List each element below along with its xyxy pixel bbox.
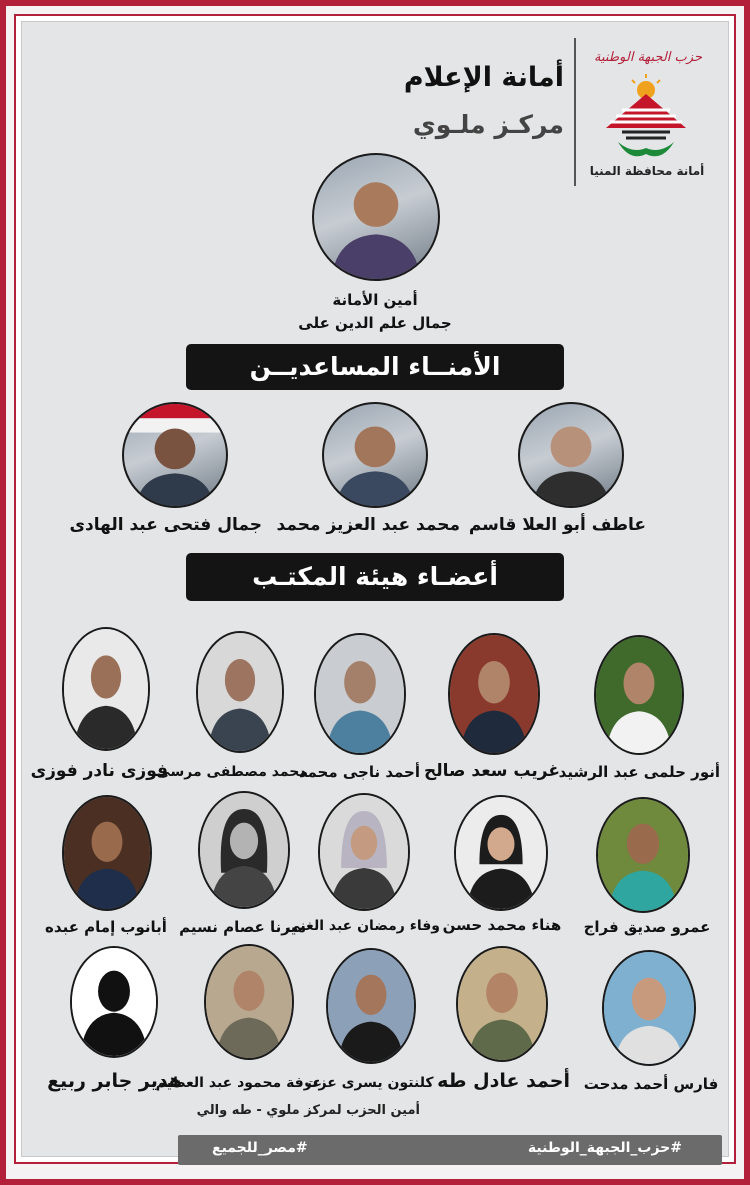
member-name: عرفة محمود عبد العظيم [155,1075,322,1091]
person-silhouette-icon [64,629,148,749]
member-photo [314,633,406,755]
person-silhouette-icon [200,793,288,907]
assistants-banner: الأمنــاء المساعديــن [186,344,564,390]
secretary-photo [312,153,440,281]
person-silhouette-icon [604,952,694,1064]
member-name: ميرنا عصام نسيم [179,918,306,936]
assistant-name: جمال فتحى عبد الهادى [69,515,262,535]
member-name: وفاء رمضان عبد الغنى [286,918,440,934]
secretary-role: أمين الأمانة [332,291,418,309]
member-photo-placeholder [70,946,158,1058]
member-name: غريب سعد صالح [424,761,560,781]
assistant-name: عاطف أبو العلا قاسم [468,515,646,535]
member-name: فوزى نادر فوزى [30,761,168,781]
member-photo [198,791,290,909]
party-name-logo-text: حزب الجبهة الوطنية [593,50,702,65]
member-name: هدير جابر ربيع [47,1070,182,1092]
person-silhouette-icon [320,795,408,909]
member-photo [448,633,540,755]
person-silhouette-icon [198,633,282,751]
member-photo [204,944,294,1060]
section-title: أمانة الإعلام [403,62,564,93]
member-photo [62,795,152,911]
member-photo [594,635,684,755]
assistant-photo [122,402,228,508]
person-silhouette-icon [328,950,414,1062]
person-silhouette-icon [456,797,546,909]
person-silhouette-icon [206,946,292,1058]
member-name: محمد مصطفى مرسى [156,764,308,780]
person-silhouette-icon [314,155,438,279]
member-photo [62,627,150,751]
person-silhouette-icon [324,404,426,506]
person-silhouette-icon [598,799,688,911]
secretary-name: جمال علم الدين على [298,314,452,332]
person-silhouette-icon [72,948,156,1056]
member-photo [456,946,548,1062]
party-logo-icon [596,70,696,166]
member-photo [596,797,690,913]
assistant-name: محمد عبد العزيز محمد [276,515,460,535]
member-photo [454,795,548,911]
member-name: هناء محمد حسن [442,916,562,934]
center-name: مركـز ملـوي [412,110,564,139]
assistant-photo [518,402,624,508]
header-divider [574,38,576,186]
member-name: أنور حلمى عبد الرشيد [558,763,720,781]
member-photo [326,948,416,1064]
members-banner: أعضـاء هيئة المكتـب [186,553,564,601]
person-silhouette-icon [64,797,150,909]
footer-note: أمين الحزب لمركز ملوي - طه والي [196,1103,420,1118]
member-name: أبانوب إمام عبده [45,918,167,936]
hashtag-bar [178,1135,722,1165]
person-silhouette-icon [316,635,404,753]
person-silhouette-icon [520,404,622,506]
hashtag-egypt[interactable]: #مصر_للجميع [212,1140,308,1156]
person-silhouette-icon [596,637,682,753]
member-name: عمرو صديق فراج [583,918,711,936]
person-silhouette-icon [450,635,538,753]
member-photo [602,950,696,1066]
person-silhouette-icon [124,404,226,506]
member-name: أحمد عادل طه [437,1070,570,1092]
hashtag-party[interactable]: #حزب_الجبهة_الوطنية [527,1140,682,1156]
assistant-photo [322,402,428,508]
member-name: فارس أحمد مدحت [583,1075,719,1093]
member-name: أحمد ناجى محمد [298,763,420,781]
person-silhouette-icon [458,948,546,1060]
member-photo [318,793,410,911]
member-name: كلنتون يسرى عزت [304,1075,434,1091]
governorate-logo-text: أمانة محافظة المنيا [589,164,705,178]
member-photo [196,631,284,753]
